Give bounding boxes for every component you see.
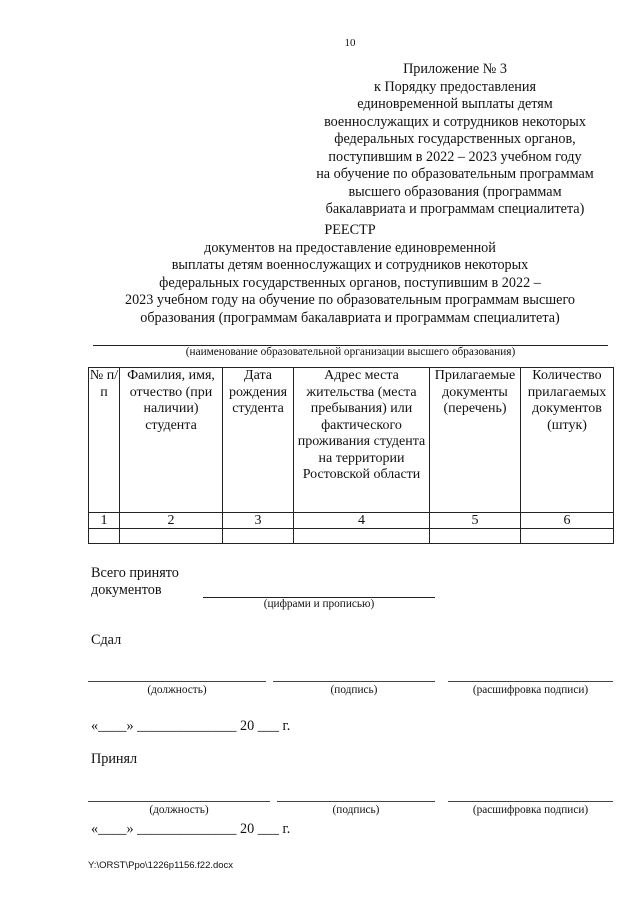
total-documents-label <box>91 565 179 599</box>
column-number: 4 <box>294 513 430 529</box>
column-number: 1 <box>89 513 120 529</box>
received-decoding-field[interactable] <box>448 801 613 802</box>
handed-decoding-field[interactable] <box>448 681 613 682</box>
annex-line: высшего образования (программам <box>348 183 562 200</box>
received-date-field[interactable]: «____» ______________ 20 ___ г. <box>91 821 291 837</box>
handed-label: Сдал <box>91 632 122 648</box>
column-number: 6 <box>521 513 614 529</box>
table-number-row <box>89 513 614 529</box>
total-documents-caption: (цифрами и прописью) <box>263 598 375 610</box>
total-label-line: Всего принято <box>91 565 179 581</box>
received-position-field[interactable] <box>88 801 270 802</box>
annex-header <box>300 61 610 219</box>
page-number: 10 <box>344 37 356 49</box>
handed-position-caption: (должность) <box>147 684 207 696</box>
table-cell[interactable] <box>521 529 614 544</box>
column-number: 3 <box>223 513 294 529</box>
received-signature-caption: (подпись) <box>332 804 380 816</box>
total-label-line: документов <box>91 582 162 598</box>
header-cell-name: Фамилия, имя, отчество (при наличии) студента <box>120 368 223 513</box>
header-cell-count: Количество прилагаемых документов (штук) <box>521 368 614 513</box>
received-label: Принял <box>91 751 138 767</box>
table-cell[interactable] <box>430 529 521 544</box>
received-decoding-caption: (расшифровка подписи) <box>472 804 589 816</box>
header-cell-address: Адрес места жительства (места пребывания) или фактического проживания студента на территории Ростовской области <box>294 368 430 513</box>
title-line: 2023 учебном году на обучение по образовательным программам высшего <box>124 292 576 308</box>
received-signature-field[interactable] <box>277 801 435 802</box>
registry-table <box>88 367 614 544</box>
table-cell[interactable] <box>294 529 430 544</box>
annex-line: Приложение № 3 <box>403 61 507 77</box>
column-number: 2 <box>120 513 223 529</box>
title-line: РЕЕСТР <box>324 222 376 238</box>
handed-position-field[interactable] <box>88 681 266 682</box>
title-line: образования (программам бакалавриата и программам специалитета) <box>140 309 560 326</box>
received-position-caption: (должность) <box>149 804 209 816</box>
title-line: документов на предоставление единовременной <box>204 239 496 256</box>
title-line: выплаты детям военнослужащих и сотрудников некоторых <box>171 257 529 273</box>
header-cell-documents: Прилагаемые документы (перечень) <box>430 368 521 513</box>
handed-signature-caption: (подпись) <box>330 684 378 696</box>
document-title <box>80 222 620 327</box>
table-cell[interactable] <box>223 529 294 544</box>
table-row <box>89 529 614 544</box>
table-cell[interactable] <box>120 529 223 544</box>
table-header-row <box>89 368 614 513</box>
handed-decoding-caption: (расшифровка подписи) <box>472 684 589 696</box>
header-cell-birthdate: Дата рождения студента <box>223 368 294 513</box>
handed-date-field[interactable]: «____» ______________ 20 ___ г. <box>91 718 291 734</box>
annex-line: федеральных государственных органов, <box>334 131 576 147</box>
org-name-caption: (наименование образовательной организации высшего образования) <box>185 346 516 358</box>
annex-line: военнослужащих и сотрудников некоторых <box>324 113 586 130</box>
table-cell[interactable] <box>89 529 120 544</box>
annex-line: к Порядку предоставления <box>374 78 536 95</box>
column-number: 5 <box>430 513 521 529</box>
title-line: федеральных государственных органов, поступившим в 2022 – <box>159 274 541 291</box>
handed-signature-field[interactable] <box>273 681 435 682</box>
footer-file-path: Y:\ORST\Ppo\1226p1156.f22.docx <box>88 860 234 871</box>
annex-line: единовременной выплаты детям <box>357 96 553 112</box>
annex-line: поступившим в 2022 – 2023 учебном году <box>328 148 582 165</box>
header-cell-number: № п/п <box>89 368 120 513</box>
annex-line: на обучение по образовательным программам <box>316 166 594 182</box>
annex-line: бакалавриата и программам специалитета) <box>325 201 585 217</box>
